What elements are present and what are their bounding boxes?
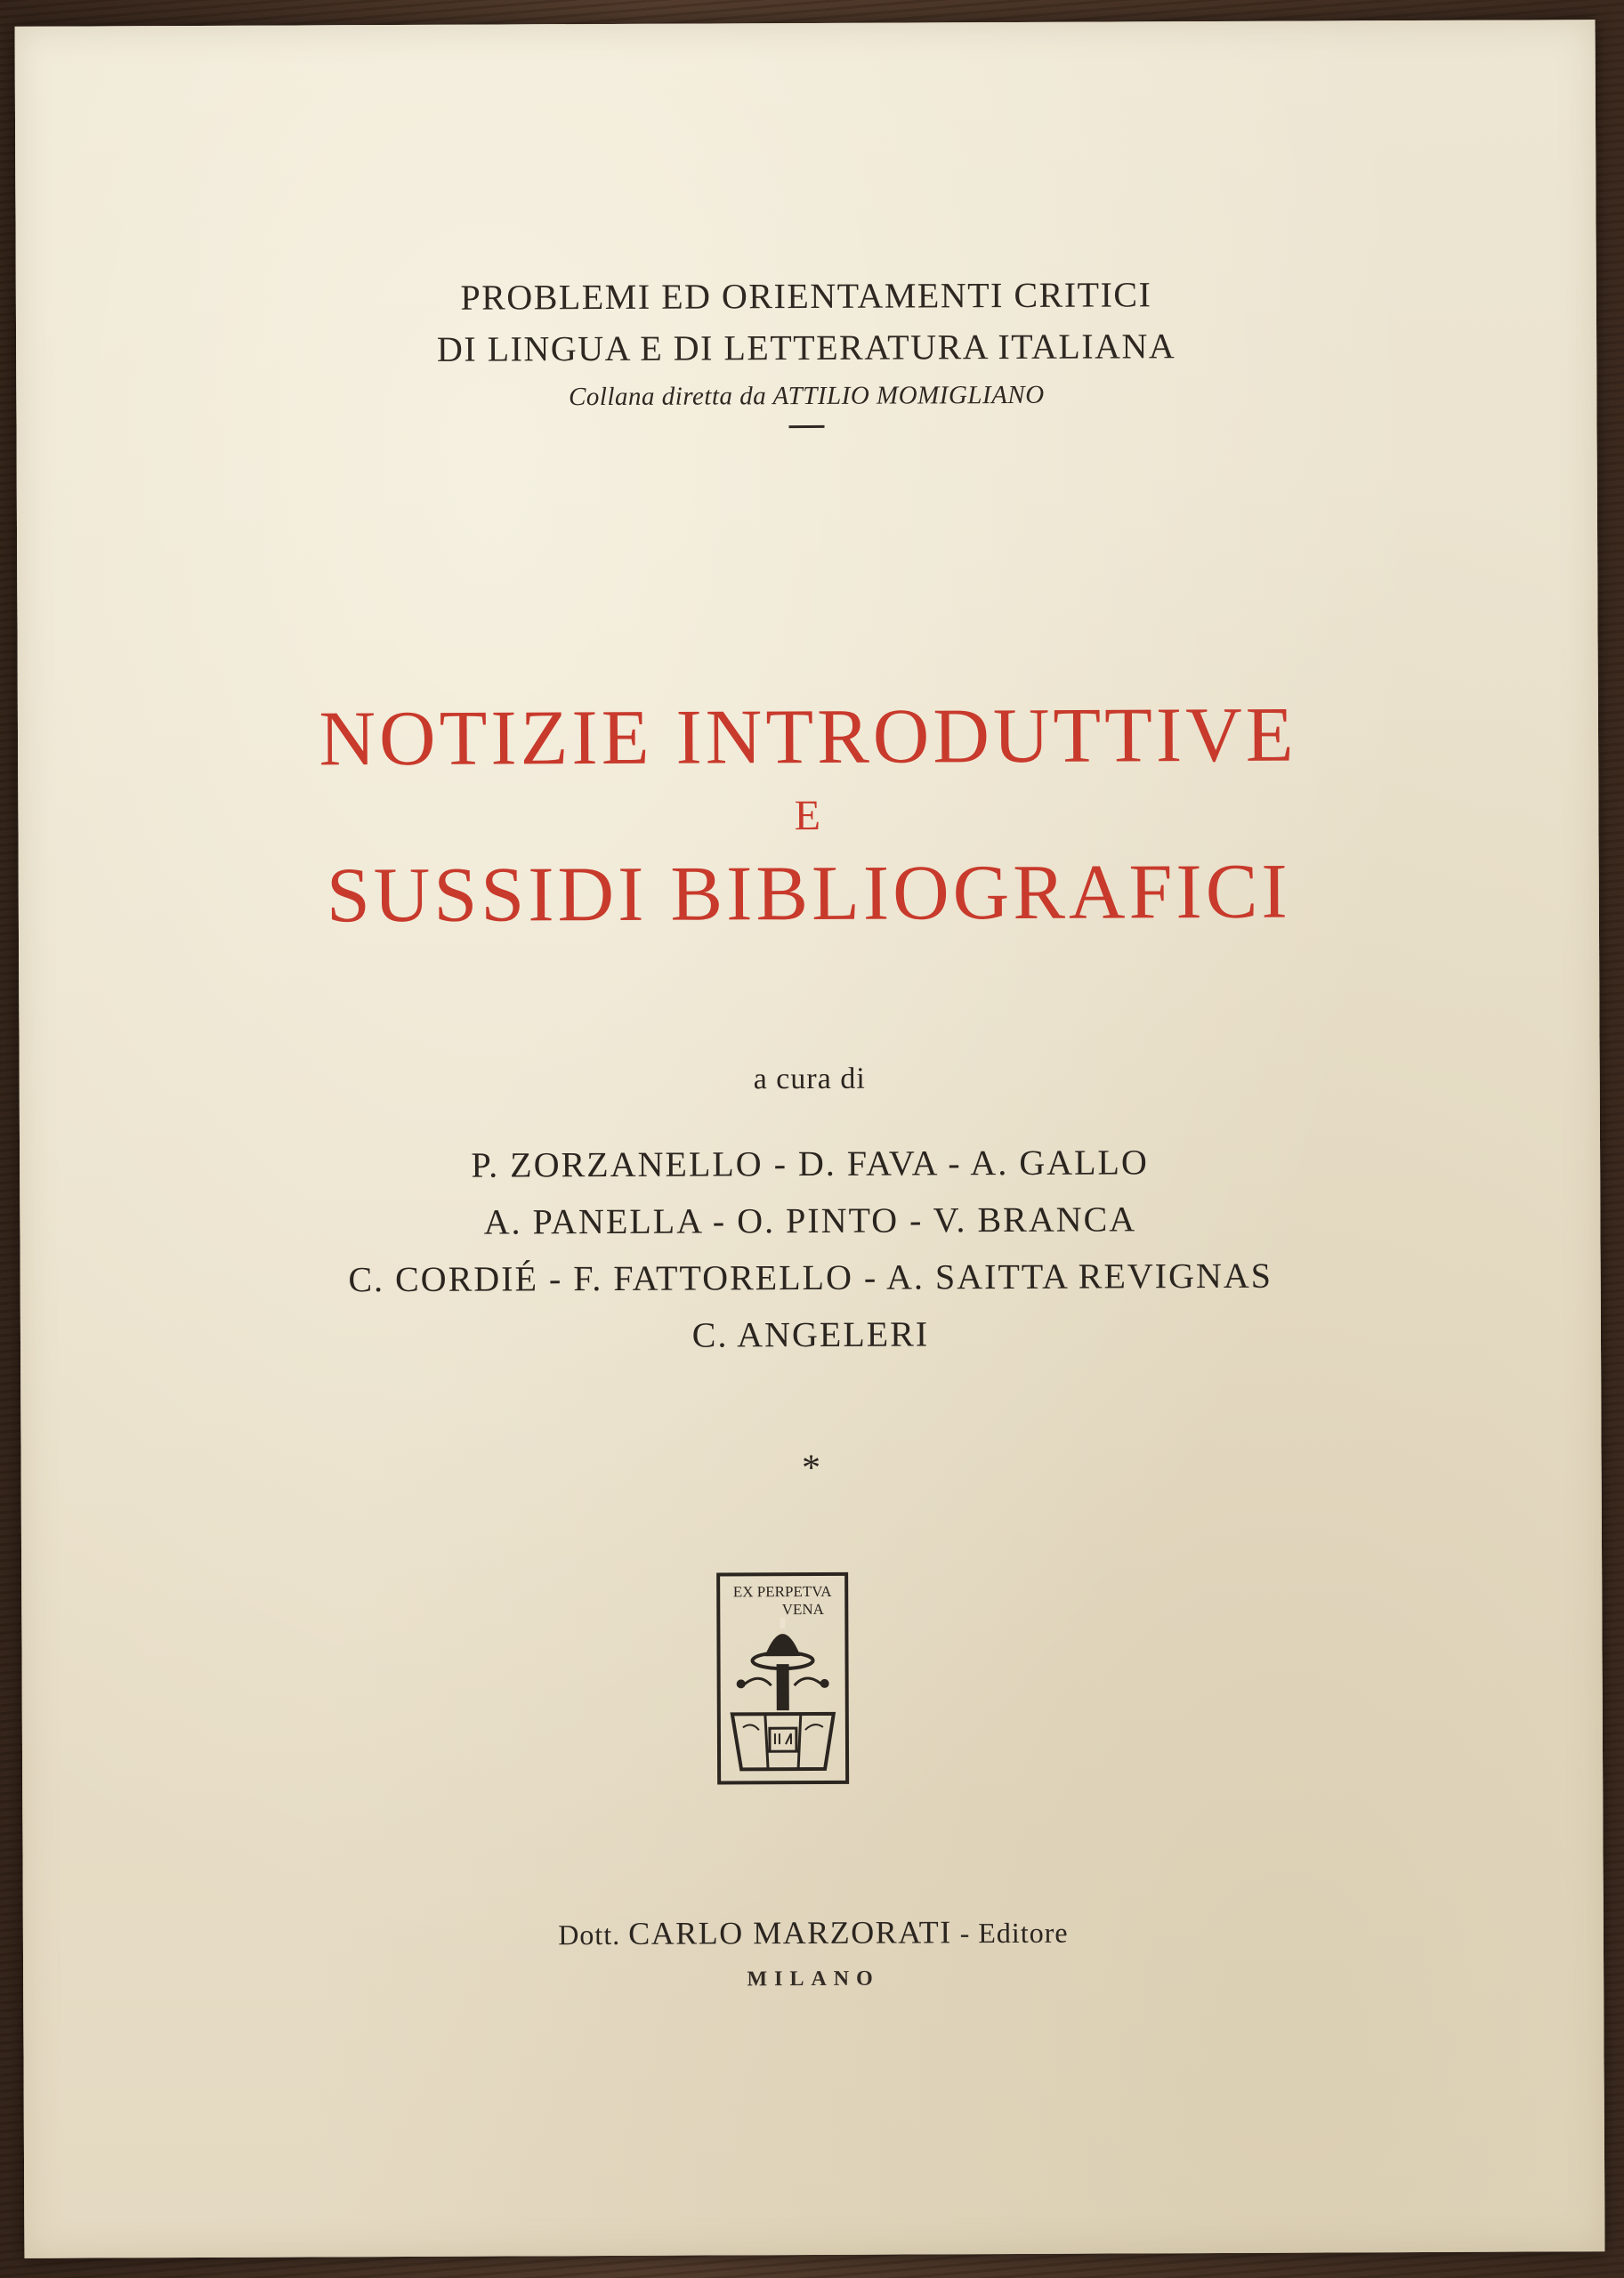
printer-mark-fountain-icon — [715, 1571, 850, 1786]
publisher-line — [23, 1910, 1604, 1955]
printer-mark-motto-1: EX PERPETVA — [732, 1582, 832, 1601]
publisher-city: MILANO — [747, 1967, 880, 1991]
curated-by-label: a cura di — [753, 1062, 866, 1096]
author-line: C. CORDIÉ - F. FATTORELLO - A. SAITTA REVIGNAS — [348, 1255, 1273, 1300]
author-line: P. ZORZANELLO - D. FAVA - A. GALLO — [471, 1142, 1149, 1185]
director-prefix: Collana diretta da — [568, 382, 767, 412]
volume-star: * — [802, 1447, 821, 1490]
series-director — [16, 370, 1596, 422]
book-cover — [15, 20, 1605, 2258]
series-title-line-1: PROBLEMI ED ORIENTAMENTI CRITICI — [460, 274, 1152, 318]
printer-mark-motto-2: VENA — [781, 1600, 824, 1619]
author-line: C. ANGELERI — [691, 1313, 930, 1355]
title-line-2: SUSSIDI BIBLIOGRAFICI — [326, 848, 1291, 940]
publisher-suffix: - Editore — [959, 1916, 1069, 1950]
director-name: ATTILIO MOMIGLIANO — [772, 380, 1045, 411]
author-list — [20, 1132, 1601, 1367]
title-line-1: NOTIZIE INTRODUTTIVE — [319, 691, 1297, 783]
series-title-line-2: DI LINGUA E DI LETTERATURA ITALIANA — [436, 326, 1176, 369]
publisher-name: CARLO MARZORATI — [628, 1914, 952, 1951]
title-connector: E — [794, 791, 823, 840]
header-rule — [789, 425, 825, 428]
series-header — [16, 267, 1597, 432]
book-title — [18, 685, 1599, 947]
author-line: A. PANELLA - O. PINTO - V. BRANCA — [483, 1199, 1137, 1242]
publisher-prefix: Dott. — [558, 1918, 621, 1951]
